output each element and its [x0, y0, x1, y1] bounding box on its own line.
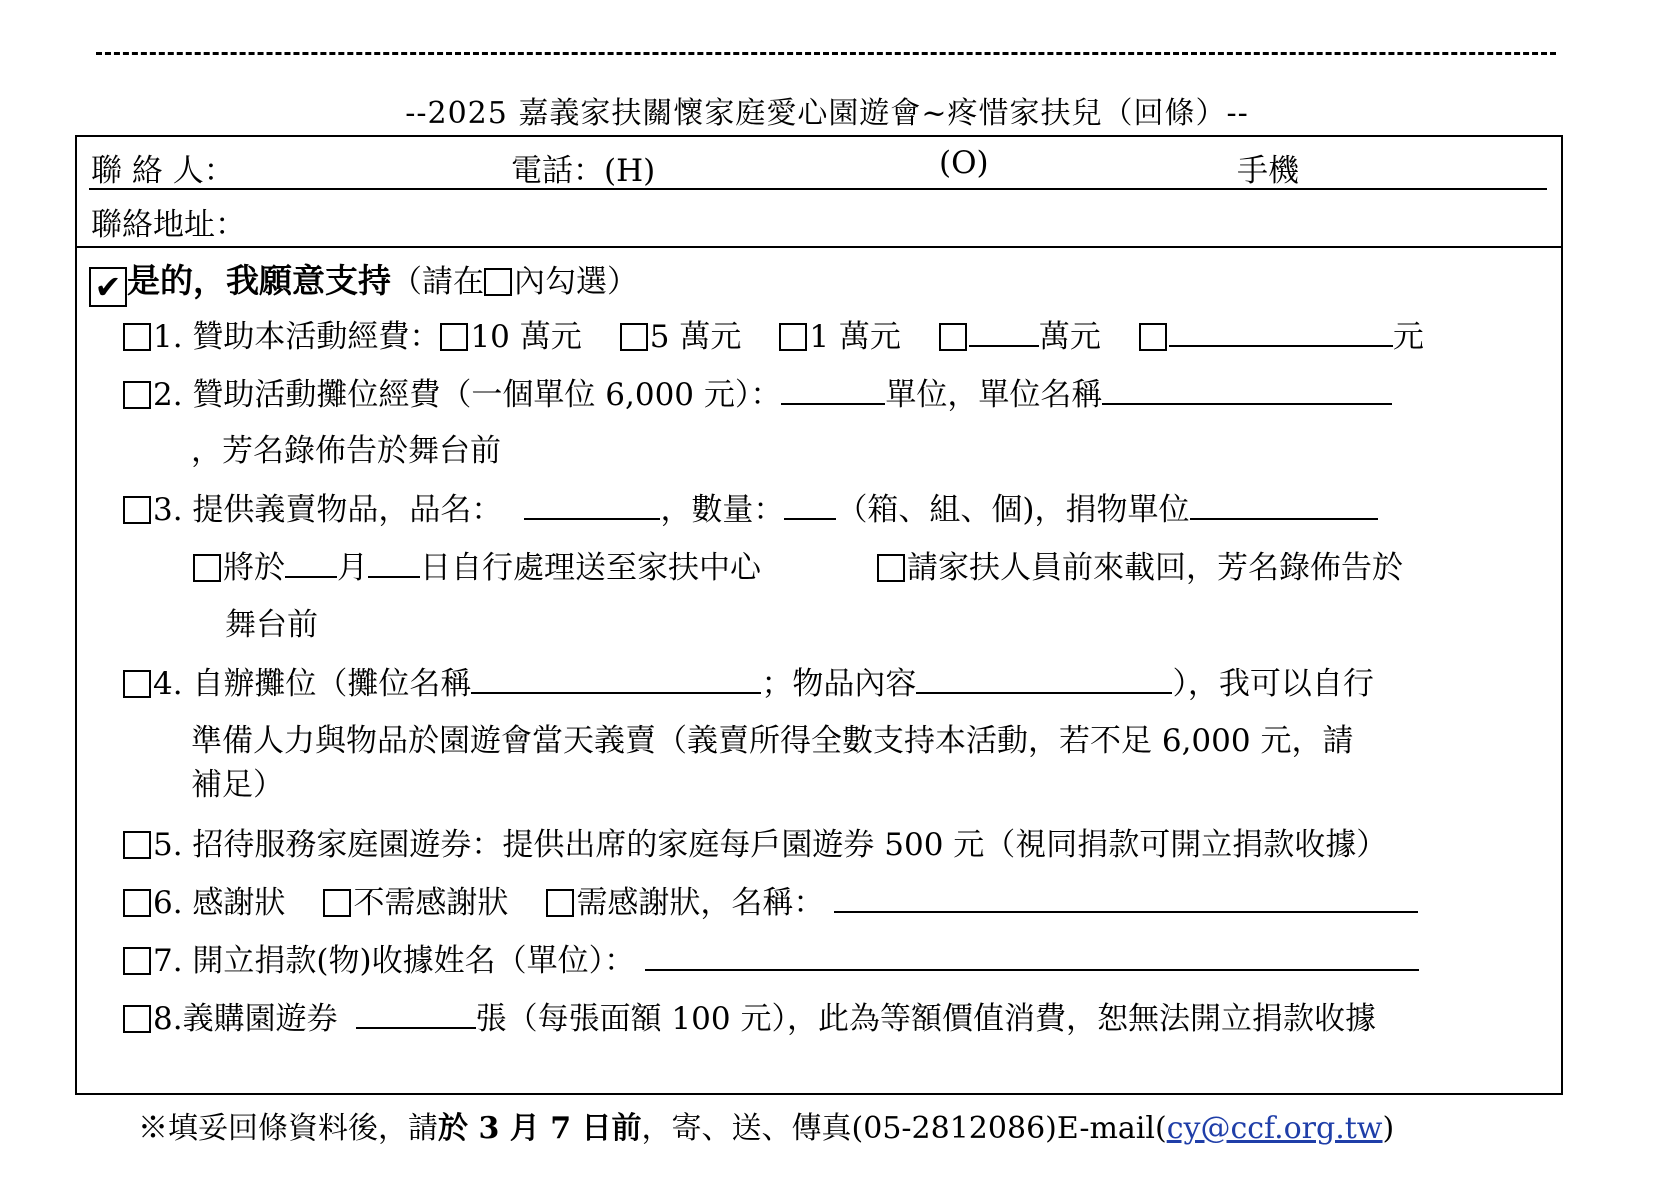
contact-name-label: 聯 絡 人：: [91, 153, 235, 189]
item-4-checkbox[interactable]: [123, 670, 151, 698]
item-2-line2: ，芳名錄佈告於舞台前: [191, 433, 501, 469]
mobile-label: 手機: [1237, 153, 1299, 189]
support-note-close: 內勾選）: [514, 264, 638, 300]
item-6-checkbox[interactable]: [123, 889, 151, 917]
item-8-ticket-count-field[interactable]: [356, 1003, 476, 1029]
item-3-opt-b-cont: 舞台前: [225, 607, 318, 643]
item-4-line2: 準備人力與物品於園遊會當天義賣（義賣所得全數支持本活動，若不足 6,000 元，請: [191, 723, 1354, 759]
item-6-certificate-name-field[interactable]: [834, 887, 1418, 913]
item-7-label: 7. 開立捐款(物)收據姓名（單位）：: [153, 943, 636, 979]
item-3-units-label: （箱、組、個)，捐物單位: [836, 492, 1190, 528]
check-mark-icon: ✔: [94, 268, 122, 306]
item-3-checkbox[interactable]: [123, 496, 151, 524]
item-3-month-field[interactable]: [285, 552, 337, 578]
phone-office-label: (O): [939, 145, 989, 181]
item-4-end: ），我可以自行: [1172, 666, 1374, 702]
footer-pre: ※填妥回條資料後，請: [138, 1111, 438, 1146]
item-1-label: 1. 贊助本活動經費：: [153, 319, 441, 355]
item-8-row: [123, 993, 1376, 1038]
item-4-content-label: ；物品內容: [761, 666, 917, 702]
item-3-row: [123, 484, 1378, 529]
item-4-line3: 補足）: [191, 767, 284, 803]
item-3-product-name-field[interactable]: [524, 494, 660, 520]
footer-close: ): [1382, 1111, 1395, 1146]
item-3-day-field[interactable]: [368, 552, 420, 578]
item-1-opt5-amount-field[interactable]: [1169, 321, 1393, 347]
footer-email-link[interactable]: cy@ccf.org.tw: [1166, 1111, 1383, 1146]
item-8-rest: 張（每張面額 100 元），此為等額價值消費，恕無法開立捐款收據: [475, 1001, 1376, 1037]
item-8-label: 8.義購園遊券: [153, 1001, 338, 1037]
footer-deadline: 於 3 月 7 日前: [438, 1111, 642, 1146]
item-3-opt-a-rest: 日自行處理送至家扶中心: [420, 550, 761, 586]
item-1-opt2: 5 萬元: [649, 319, 742, 355]
item-6-opt2-checkbox[interactable]: [546, 889, 574, 917]
item-5-checkbox[interactable]: [123, 831, 151, 859]
item-4-content-field[interactable]: [916, 668, 1172, 694]
item-3-label: 3. 提供義賣物品，品名：: [153, 492, 503, 528]
item-1-opt3: 1 萬元: [809, 319, 901, 355]
item-6-label: 6. 感謝狀: [153, 885, 286, 921]
item-2-checkbox[interactable]: [123, 381, 151, 409]
form-title: --2025 嘉義家扶關懷家庭愛心園遊會~疼惜家扶兒（回條）--: [405, 96, 1249, 131]
item-1-opt4-checkbox[interactable]: [939, 323, 967, 351]
item-2-row: [123, 369, 1392, 414]
footer-note: [138, 1103, 1394, 1147]
item-6-row: [123, 877, 1418, 922]
phone-home-label: 電話：(H): [511, 153, 656, 189]
support-heading: 是的，我願意支持: [127, 261, 391, 300]
item-1-opt5-checkbox[interactable]: [1139, 323, 1167, 351]
item-3-opt-a-checkbox[interactable]: [193, 554, 221, 582]
item-7-checkbox[interactable]: [123, 947, 151, 975]
item-2-units-field[interactable]: [781, 379, 885, 405]
item-6-opt1-checkbox[interactable]: [323, 889, 351, 917]
contact-line[interactable]: [89, 188, 1547, 190]
item-3-opt-b-checkbox[interactable]: [877, 554, 905, 582]
item-1-checkbox[interactable]: [123, 323, 151, 351]
item-1-opt4-amount-field[interactable]: [969, 321, 1039, 347]
item-4-label: 4. 自辦攤位（攤位名稱: [153, 666, 472, 702]
support-heading-row: [89, 255, 638, 307]
item-1-opt5: 元: [1392, 319, 1424, 355]
item-4-stall-name-field[interactable]: [471, 668, 761, 694]
item-1-opt1: 10 萬元: [470, 319, 582, 355]
item-3-opt-a-row: [193, 542, 761, 587]
item-2-unit-name-field[interactable]: [1102, 379, 1392, 405]
item-7-row: [123, 935, 1419, 980]
item-8-checkbox[interactable]: [123, 1005, 151, 1033]
cut-line: [96, 52, 1556, 55]
item-3-opt-b: 請家扶人員前來載回，芳名錄佈告於: [907, 550, 1403, 586]
example-checkbox: [484, 268, 512, 296]
support-note-open: （請在: [391, 264, 484, 300]
item-7-receipt-name-field[interactable]: [645, 945, 1419, 971]
section-divider: [77, 246, 1563, 248]
item-2-unit-text: 單位，單位名稱: [885, 377, 1103, 413]
item-2-label: 2. 贊助活動攤位經費（一個單位 6,000 元）：: [153, 377, 782, 413]
address-label: 聯絡地址：: [91, 207, 246, 243]
item-3-month-label: 月: [337, 550, 368, 586]
item-4-row: [123, 658, 1374, 703]
item-6-opt2: 需感謝狀，名稱：: [576, 885, 825, 921]
item-1-opt2-checkbox[interactable]: [620, 323, 648, 351]
item-5-row: [123, 819, 1387, 864]
support-checkbox[interactable]: [89, 267, 127, 307]
item-3-opt-b-row: [877, 542, 1403, 587]
item-3-qty-field[interactable]: [784, 494, 836, 520]
item-3-opt-a-pre: 將於: [223, 550, 285, 586]
item-1-row: [123, 311, 1424, 356]
item-1-opt3-checkbox[interactable]: [779, 323, 807, 351]
item-1-opt1-checkbox[interactable]: [440, 323, 468, 351]
item-3-qty-label: ，數量：: [660, 492, 785, 528]
item-5-text: 5. 招待服務家庭園遊券：提供出席的家庭每戶園遊券 500 元（視同捐款可開立捐款收據）: [153, 827, 1388, 863]
item-3-donor-unit-field[interactable]: [1190, 494, 1378, 520]
footer-post: ，寄、送、傳真(05-2812086)E-mail(: [641, 1111, 1167, 1146]
item-1-opt4: 萬元: [1038, 319, 1101, 355]
reply-form-frame: [75, 135, 1563, 1095]
item-6-opt1: 不需感謝狀: [353, 885, 509, 921]
